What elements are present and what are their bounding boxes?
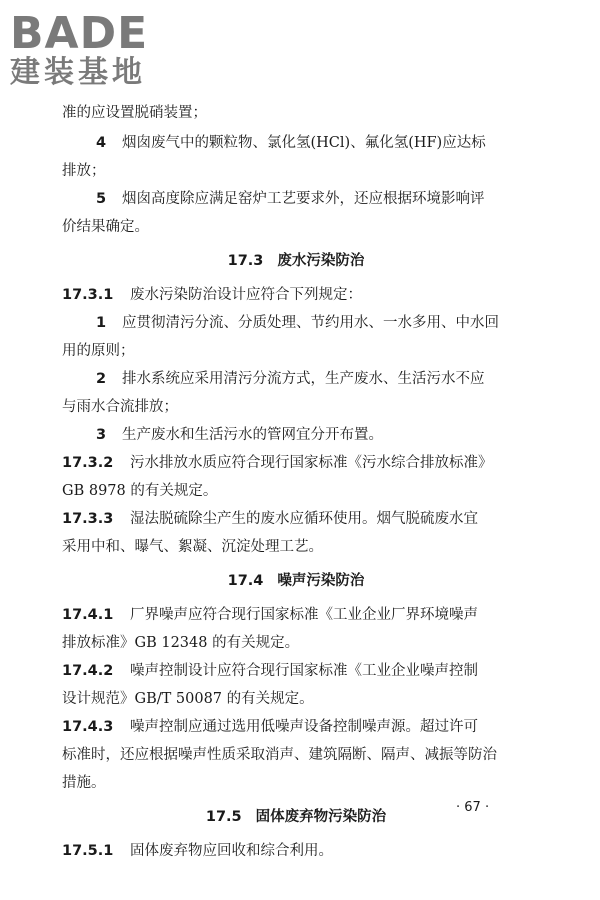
- clause-text: 废水污染防治设计应符合下列规定：: [130, 287, 362, 303]
- clause-number: 17.4.1: [62, 607, 114, 623]
- list-item: [96, 132, 486, 154]
- clause-number: 17.4.2: [62, 663, 114, 679]
- text-line: 设计规范》GB/T 50087 的有关规定。: [62, 691, 314, 707]
- clause-17-5-1: [62, 840, 333, 862]
- section-heading-17-4: [62, 570, 530, 592]
- list-item: [96, 312, 499, 334]
- clause-text: 湿法脱硫除尘产生的废水应循环使用。烟气脱硫废水宜: [130, 511, 478, 527]
- item-text: 生产废水和生活污水的管网宜分开布置。: [122, 427, 383, 443]
- item-text: 烟囱废气中的颗粒物、氯化氢(HCl)、氟化氢(HF)应达标: [122, 135, 486, 151]
- page-number: · 67 ·: [456, 800, 490, 815]
- clause-text: 固体废弃物应回收和综合利用。: [130, 843, 333, 859]
- clause-number: 17.3.2: [62, 455, 114, 471]
- item-number: 1: [96, 315, 107, 331]
- section-title: 噪声污染防治: [277, 573, 365, 589]
- text-line: 排放标准》GB 12348 的有关规定。: [62, 635, 300, 651]
- clause-number: 17.4.3: [62, 719, 114, 735]
- item-number: 3: [96, 427, 107, 443]
- item-text: 应贯彻清污分流、分质处理、节约用水、一水多用、中水回: [122, 315, 499, 331]
- clause-text: 污水排放水质应符合现行国家标准《污水综合排放标准》: [130, 455, 493, 471]
- clause-number: 17.3.3: [62, 511, 114, 527]
- list-item: [96, 424, 383, 446]
- text-line: 价结果确定。: [62, 219, 149, 235]
- item-number: 5: [96, 191, 107, 207]
- clause-17-4-3: [62, 716, 478, 738]
- clause-text: 噪声控制设计应符合现行国家标准《工业企业噪声控制: [130, 663, 478, 679]
- item-text: 烟囱高度除应满足窑炉工艺要求外，还应根据环境影响评: [122, 191, 485, 207]
- list-item: [96, 188, 485, 210]
- clause-17-4-1: [62, 604, 478, 626]
- clause-17-4-2: [62, 660, 478, 682]
- clause-number: 17.5.1: [62, 843, 114, 859]
- section-title: 固体废弃物污染防治: [255, 809, 387, 825]
- text-line: 措施。: [62, 775, 106, 791]
- logo-subtitle: 建装基地: [10, 55, 146, 88]
- text-line: 采用中和、曝气、絮凝、沉淀处理工艺。: [62, 539, 323, 555]
- clause-17-3-2: [62, 452, 493, 474]
- text-line: 用的原则；: [62, 343, 135, 359]
- text-line: 与雨水合流排放；: [62, 399, 178, 415]
- text-line: 准的应设置脱硝装置；: [62, 105, 207, 121]
- clause-17-3-1: [62, 284, 362, 306]
- section-number: 17.4: [227, 573, 264, 589]
- text-line: GB 8978 的有关规定。: [62, 483, 218, 499]
- clause-number: 17.3.1: [62, 287, 114, 303]
- logo-brand: BADE: [10, 8, 149, 59]
- section-heading-17-3: [62, 250, 530, 272]
- text-line: 标准时，还应根据噪声性质采取消声、建筑隔断、隔声、减振等防治: [62, 747, 497, 763]
- item-number: 2: [96, 371, 107, 387]
- item-number: 4: [96, 135, 107, 151]
- section-title: 废水污染防治: [277, 253, 365, 269]
- section-number: 17.5: [205, 809, 242, 825]
- text-line: 排放；: [62, 163, 106, 179]
- section-number: 17.3: [227, 253, 264, 269]
- item-text: 排水系统应采用清污分流方式，生产废水、生活污水不应: [122, 371, 485, 387]
- bade-logo: [8, 6, 178, 88]
- clause-17-3-3: [62, 508, 478, 530]
- clause-text: 厂界噪声应符合现行国家标准《工业企业厂界环境噪声: [130, 607, 478, 623]
- clause-text: 噪声控制应通过选用低噪声设备控制噪声源。超过许可: [130, 719, 478, 735]
- list-item: [96, 368, 485, 390]
